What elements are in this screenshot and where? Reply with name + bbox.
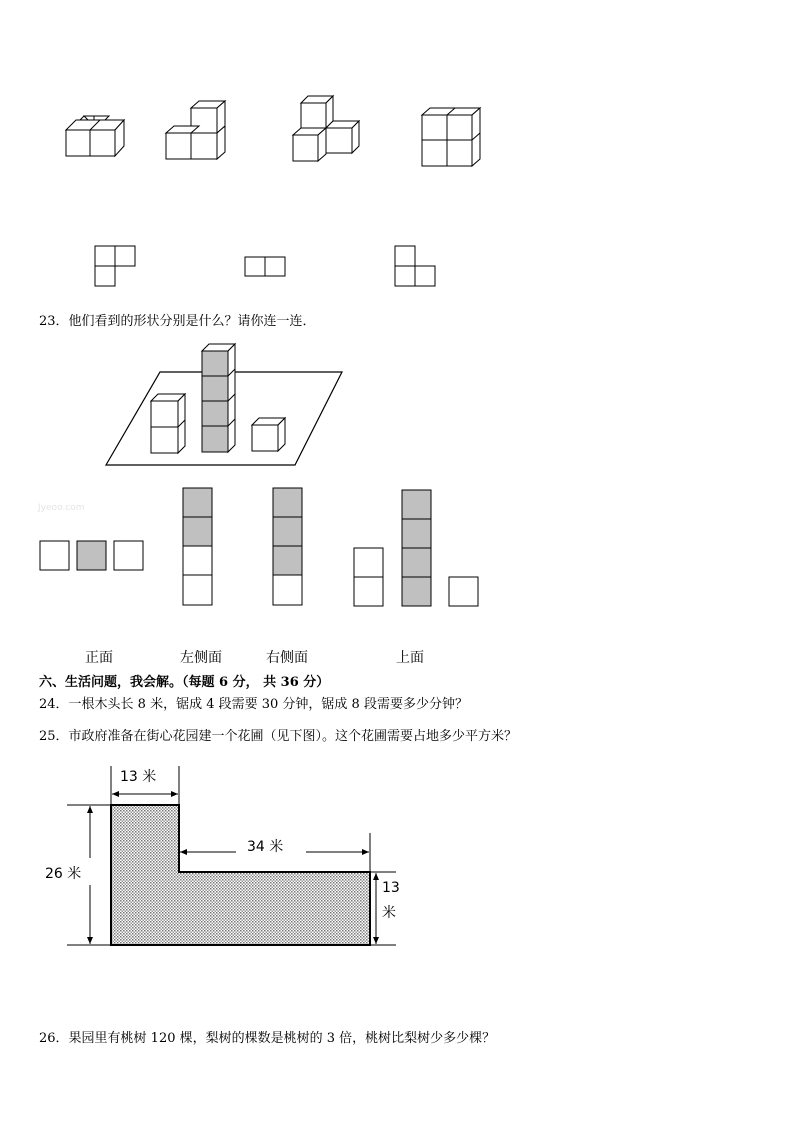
view-label-left: 左侧面 [180, 650, 222, 666]
section-6-heading: 六、生活问题，我会解。（每题 6 分， 共 36 分） [39, 675, 330, 690]
dim-side-height-num: 13 [382, 880, 400, 896]
question-25: 25．市政府准备在街心花园建一个花圃（见下图）。这个花圃需要占地多少平方米？ [39, 729, 518, 744]
dim-height: 26 米 [45, 866, 82, 882]
question-24: 24．一根木头长 8 米，锯成 4 段需要 30 分钟，锯成 8 段需要多少分钟？ [39, 697, 468, 712]
dim-top-width: 13 米 [120, 769, 157, 785]
question-26: 26．果园里有桃树 120 棵，梨树的棵数是桃树的 3 倍，桃树比梨树少多少棵？ [39, 1031, 496, 1046]
view-label-top: 上面 [396, 650, 424, 666]
view-label-right: 右侧面 [266, 650, 308, 666]
question-23: 23．他们看到的形状分别是什么？请你连一连． [39, 314, 316, 329]
dim-side-height-unit: 米 [382, 905, 396, 921]
dim-length: 34 米 [247, 839, 284, 855]
view-label-front: 正面 [85, 650, 113, 666]
watermark: Jyeoo.com [38, 503, 85, 513]
